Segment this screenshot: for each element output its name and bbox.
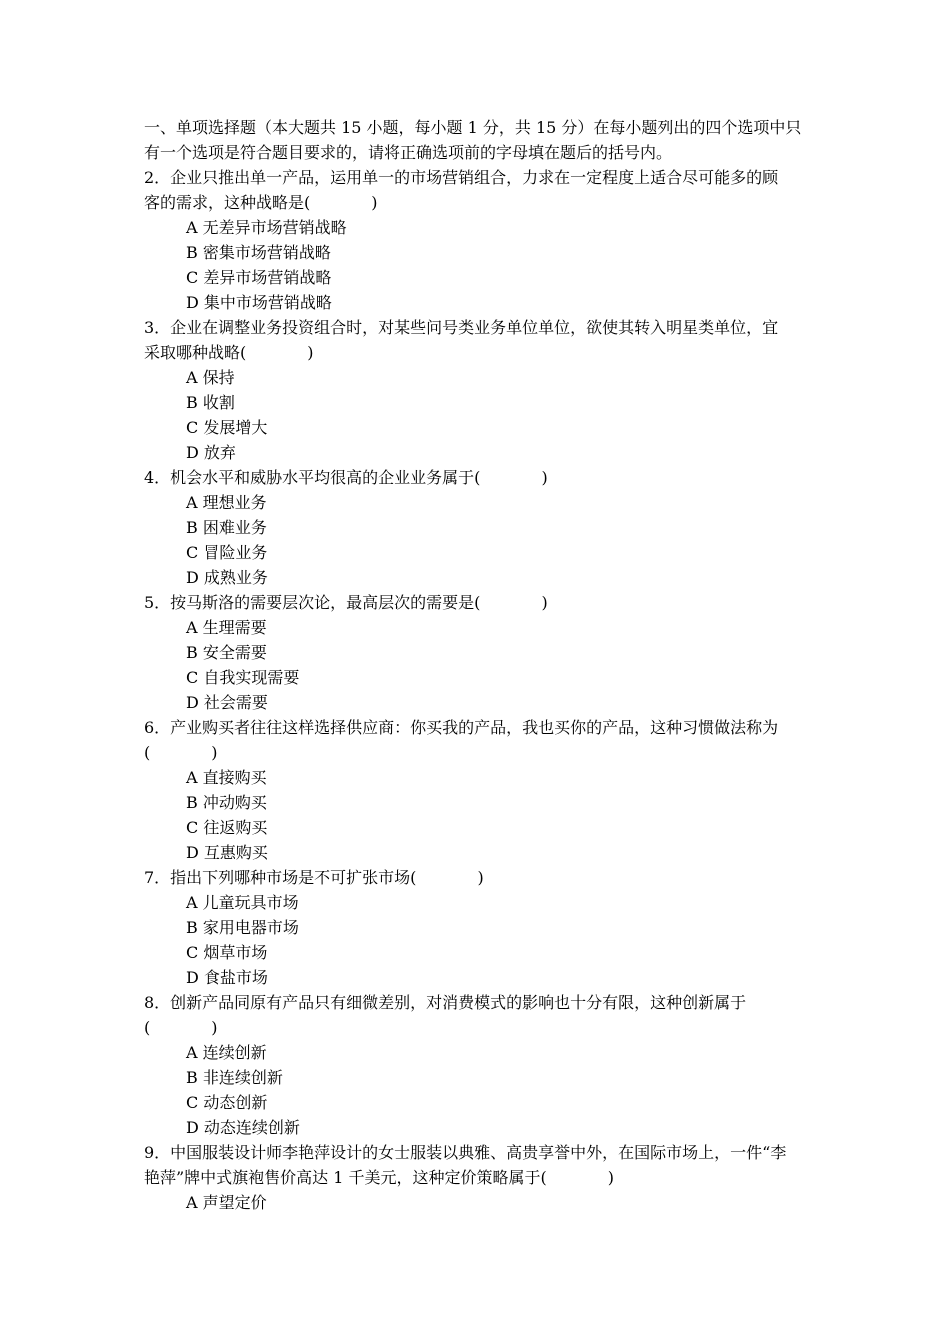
answer-option: C 烟草市场 (186, 943, 268, 962)
answer-option: C 发展增大 (186, 418, 268, 437)
answer-option: A 儿童玩具市场 (186, 893, 299, 912)
question-stem-line: ( ) (144, 1018, 218, 1037)
answer-option: D 成熟业务 (186, 568, 268, 587)
answer-option: C 往返购买 (186, 818, 268, 837)
answer-option: C 差异市场营销战略 (186, 268, 332, 287)
question-item (144, 865, 810, 990)
question-stem-line: 2．企业只推出单一产品，运用单一的市场营销组合，力求在一定程度上适合尽可能多的顾 (144, 168, 779, 187)
question-stem-line: ( ) (144, 743, 218, 762)
question-item (144, 990, 810, 1140)
answer-option: D 食盐市场 (186, 968, 268, 987)
answer-option: A 保持 (186, 368, 235, 387)
question-stem-line: 采取哪种战略( ) (144, 343, 314, 362)
question-stem-line: 6．产业购买者往往这样选择供应商：你买我的产品，我也买你的产品，这种习惯做法称为 (144, 718, 779, 737)
answer-option: B 冲动购买 (186, 793, 267, 812)
answer-option: B 密集市场营销战略 (186, 243, 331, 262)
answer-option: B 困难业务 (186, 518, 267, 537)
question-stem-line: 8．创新产品同原有产品只有细微差别，对消费模式的影响也十分有限，这种创新属于 (144, 993, 747, 1012)
answer-option: A 直接购买 (186, 768, 267, 787)
answer-option: B 安全需要 (186, 643, 267, 662)
answer-option: C 动态创新 (186, 1093, 268, 1112)
question-stem-line: 3．企业在调整业务投资组合时，对某些问号类业务单位单位，欲使其转入明星类单位，宜 (144, 318, 779, 337)
answer-option: D 互惠购买 (186, 843, 268, 862)
question-stem-line: 艳萍”牌中式旗袍售价高达 1 千美元，这种定价策略属于( ) (144, 1168, 615, 1187)
answer-option: A 理想业务 (186, 493, 267, 512)
answer-option: B 家用电器市场 (186, 918, 299, 937)
section-header-line-1: 一、单项选择题（本大题共 15 小题，每小题 1 分，共 15 分）在每小题列出的四个选项中只 (144, 118, 802, 137)
question-item (144, 590, 810, 715)
question-stem-line: 9．中国服装设计师李艳萍设计的女士服装以典雅、高贵享誉中外，在国际市场上，一件“李 (144, 1143, 787, 1162)
question-item (144, 315, 810, 465)
question-item (144, 715, 810, 865)
answer-option: C 冒险业务 (186, 543, 268, 562)
question-stem-line: 7．指出下列哪种市场是不可扩张市场( ) (144, 868, 484, 887)
section-header-line-2: 有一个选项是符合题目要求的，请将正确选项前的字母填在题后的括号内。 (144, 143, 673, 162)
answer-option: D 放弃 (186, 443, 236, 462)
question-stem-line: 客的需求，这种战略是( ) (144, 193, 378, 212)
answer-option: B 非连续创新 (186, 1068, 283, 1087)
question-item (144, 165, 810, 315)
question-item (144, 1140, 810, 1215)
answer-option: A 无差异市场营销战略 (186, 218, 347, 237)
answer-option: D 动态连续创新 (186, 1118, 300, 1137)
answer-option: A 声望定价 (186, 1193, 267, 1212)
question-item (144, 465, 810, 590)
answer-option: A 生理需要 (186, 618, 267, 637)
answer-option: A 连续创新 (186, 1043, 267, 1062)
question-list (144, 165, 810, 1215)
answer-option: D 集中市场营销战略 (186, 293, 332, 312)
document-page (144, 115, 810, 1215)
answer-option: C 自我实现需要 (186, 668, 300, 687)
answer-option: D 社会需要 (186, 693, 268, 712)
question-stem-line: 4．机会水平和威胁水平均很高的企业业务属于( ) (144, 468, 548, 487)
answer-option: B 收割 (186, 393, 235, 412)
question-stem-line: 5．按马斯洛的需要层次论，最高层次的需要是( ) (144, 593, 548, 612)
